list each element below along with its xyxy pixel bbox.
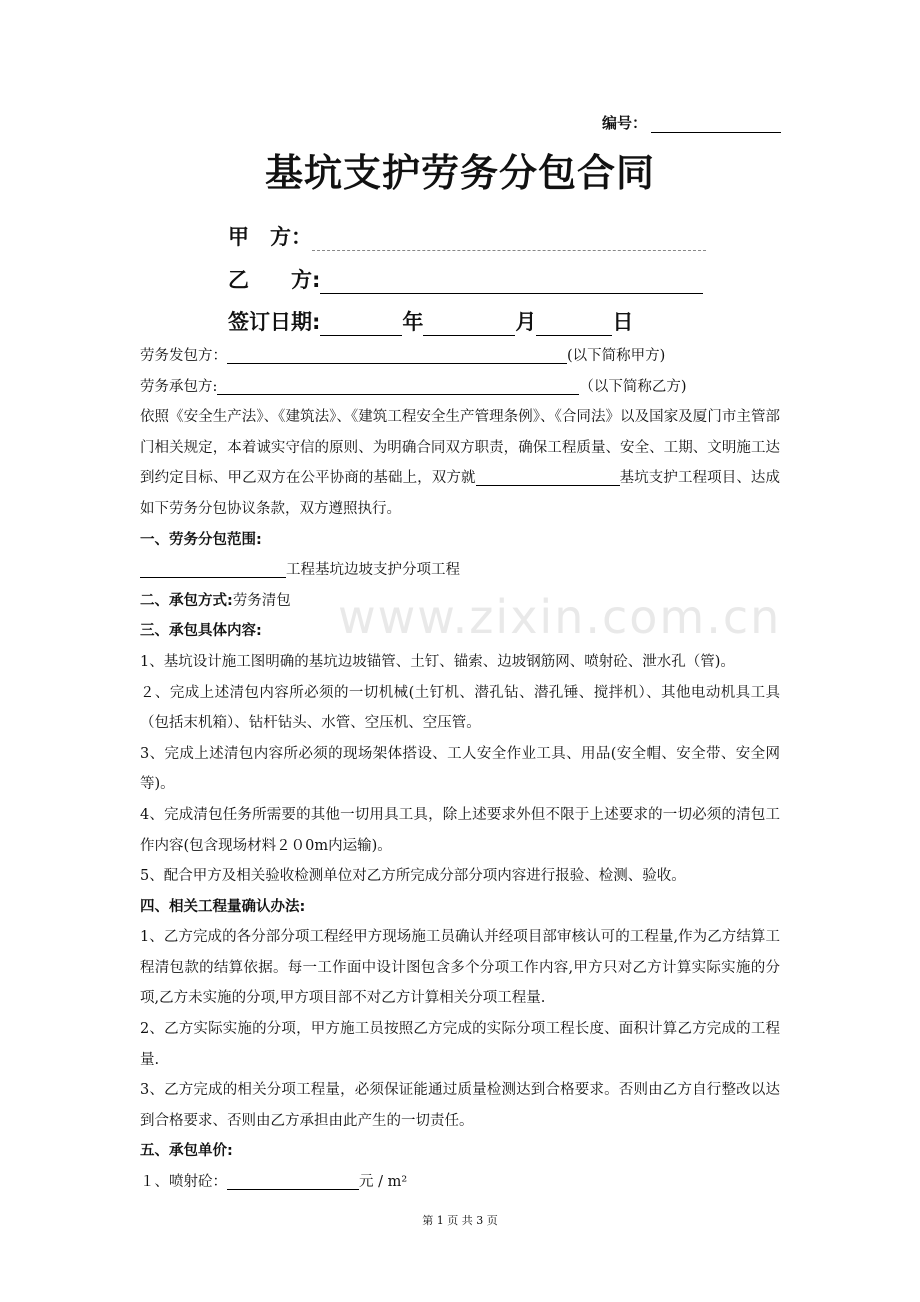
project-blank	[476, 470, 620, 486]
section-3-title: 三、承包具体内容:	[140, 623, 262, 640]
shotcrete-label: １、喷射砼：	[140, 1174, 227, 1191]
year-blank	[320, 317, 402, 336]
section-3-item: 4、完成清包任务所需要的其他一切用具工具，除上述要求外但不限于上述要求的一切必须的清包工作内容(包含现场材料２０0m内运输)。	[140, 806, 780, 854]
contractor-blank	[217, 379, 579, 395]
section-3-item: ２、完成上述清包内容所必须的一切机械(土钉机、潜孔钻、潜孔锤、搅拌机）、其他电动机具工具（包括末机箱）、钻杆钻头、水管、空压机、空压管。	[140, 684, 780, 732]
section-2-text: 劳务清包	[232, 592, 291, 609]
contract-body	[140, 341, 780, 1198]
section-5-title: 五、承包单价:	[140, 1143, 233, 1160]
serial-label: 编号：	[602, 114, 648, 132]
issuer-label: 劳务发包方：	[140, 348, 227, 364]
signing-date-label: 签订日期:	[228, 310, 321, 334]
section-4-item: 1、乙方完成的各分部分项工程经甲方现场施工员确认并经项目部审核认可的工程量,作为乙方结算工程清包款的结算依据。每一工作面中设计图包含多个分项工作内容,甲方只对乙方计算实际实施的分项,乙方未实施的分项,甲方项目部不对乙方计算相关分项工程量.	[140, 929, 780, 1007]
section-1-text	[140, 555, 780, 586]
party-a-label: 甲 方：	[228, 225, 312, 249]
watermark: www.zixin.com.cn	[338, 590, 782, 644]
shotcrete-price-blank	[227, 1174, 359, 1190]
party-b-label: 乙 方:	[228, 268, 321, 292]
section-1-title: 一、劳务分包范围:	[140, 531, 262, 548]
month-label: 月	[515, 310, 537, 334]
basis-paragraph	[140, 402, 780, 524]
day-label: 日	[612, 310, 634, 334]
contractor-line	[140, 372, 780, 403]
scope-text: 工程基坑边坡支护分项工程	[286, 562, 460, 579]
contractor-note: （以下简称乙方)	[579, 378, 687, 395]
section-3-item: 3、完成上述清包内容所必须的现场架体搭设、工人安全作业工具、用品(安全帽、安全带、安全网等)。	[140, 745, 780, 793]
party-b-line	[228, 264, 703, 294]
shotcrete-unit: 元 / m²	[359, 1174, 408, 1191]
party-a-line	[228, 221, 706, 251]
section-3-item: 5、配合甲方及相关验收检测单位对乙方所完成分部分项内容进行报验、检测、验收。	[140, 868, 686, 885]
basis-text-2: 基坑支护工程项目、达成如下劳务分包协议条款，双方遵照执行。	[140, 470, 781, 517]
issuer-line	[140, 341, 780, 372]
section-2-title: 二、承包方式:	[140, 592, 233, 609]
year-label: 年	[402, 310, 424, 334]
page-footer: 第 1 页 共 3 页	[422, 1214, 498, 1227]
section-2-line	[140, 586, 780, 617]
section-3-item: 1、基坑设计施工图明确的基坑边坡锚管、土钉、锚索、边坡钢筋网、喷射砼、泄水孔（管)。	[140, 653, 735, 670]
issuer-note: (以下简称甲方)	[567, 348, 666, 364]
issuer-blank	[227, 348, 567, 364]
serial-blank	[651, 118, 781, 133]
contractor-label: 劳务承包方:	[140, 378, 218, 395]
section-4-item: 3、乙方完成的相关分项工程量，必须保证能通过质量检测达到合格要求。否则由乙方自行整改以达到合格要求、否则由乙方承担由此产生的一切责任。	[140, 1082, 780, 1129]
scope-blank	[140, 562, 286, 578]
serial-number	[602, 112, 781, 133]
signing-date-line	[228, 306, 633, 336]
party-a-blank	[312, 232, 706, 251]
party-b-blank	[320, 275, 703, 294]
section-5-item-1	[140, 1167, 780, 1198]
day-blank	[536, 317, 612, 336]
section-4-item: 2、乙方实际实施的分项，甲方施工员按照乙方完成的实际分项工程长度、面积计算乙方完成的工程量.	[140, 1021, 780, 1068]
section-4-title: 四、相关工程量确认办法:	[140, 898, 306, 915]
month-blank	[423, 317, 515, 336]
document-title: 基坑支护劳务分包合同	[264, 151, 655, 195]
basis-text-1: 依照《安全生产法》、《建筑法》、《建筑工程安全生产管理条例》、《合同法》以及国家及厦门市主管部门相关规定，本着诚实守信的原则、为明确合同双方职责，确保工程质量、安全、工期、文明施工达到约定目标、甲乙双方在公平协商的基础上，双方就	[140, 409, 780, 487]
